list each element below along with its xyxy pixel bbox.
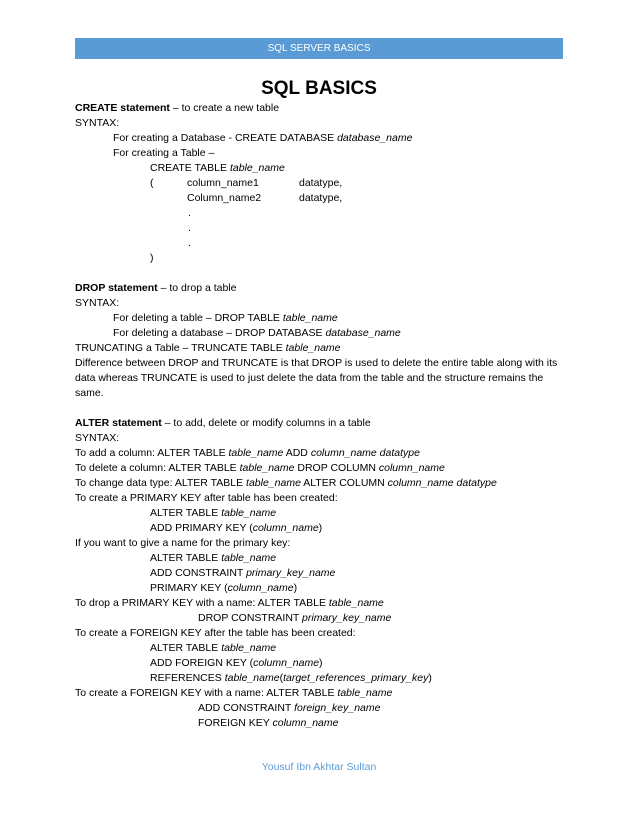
running-header [75, 38, 563, 59]
alter-fk-name-constraint: ADD CONSTRAINT foreign_key_name [198, 702, 381, 714]
create-close-paren: ) [150, 252, 154, 264]
alter-fk-add: ADD FOREIGN KEY (column_name) [150, 657, 323, 669]
drop-truncate-diff-3: same. [75, 387, 104, 399]
alter-heading-line: ALTER statement – to add, delete or modify columns in a table [75, 417, 371, 429]
alter-fk-name-key: FOREIGN KEY column_name [198, 717, 339, 729]
header-title: SQL SERVER BASICS [267, 43, 371, 54]
alter-pk-name-intro: If you want to give a name for the primary key: [75, 537, 291, 549]
create-heading-line: CREATE statement – to create a new table [75, 102, 280, 114]
drop-database-line: For deleting a database – DROP DATABASE database_name [113, 327, 401, 339]
create-table-line: CREATE TABLE table_name [150, 162, 285, 174]
alter-fk-references: REFERENCES table_name(target_references_primary_key) [150, 672, 432, 684]
footer-author: Yousuf Ibn Akhtar Sultan [261, 761, 377, 773]
alter-drop-pk: To drop a PRIMARY KEY with a name: ALTER TABLE table_name [75, 597, 384, 609]
alter-syntax-label: SYNTAX: [75, 432, 120, 444]
drop-heading: DROP statement [75, 282, 158, 294]
alter-fk-intro: To create a FOREIGN KEY after the table has been created: [75, 627, 356, 639]
alter-change-type: To change data type: ALTER TABLE table_name ALTER COLUMN column_name datatype [75, 477, 497, 489]
alter-pk-add: ADD PRIMARY KEY (column_name) [150, 522, 323, 534]
create-database-line: For creating a Database - CREATE DATABASE database_name [113, 132, 413, 144]
create-column-row-2: Column_name2 datatype, [187, 192, 343, 204]
drop-table-line: For deleting a table – DROP TABLE table_name [113, 312, 338, 324]
drop-heading-line: DROP statement – to drop a table [75, 282, 237, 294]
document-body [75, 101, 565, 731]
alter-pk-name-table: ALTER TABLE table_name [150, 552, 277, 564]
create-ellipsis-2: . [188, 222, 191, 234]
create-syntax-label: SYNTAX: [75, 117, 120, 129]
truncate-line: TRUNCATING a Table – TRUNCATE TABLE table_name [75, 342, 341, 354]
create-ellipsis-3: . [188, 237, 191, 249]
drop-truncate-diff-2: data whereas TRUNCATE is used to just delete the data from the table and the structure remains the [75, 372, 544, 384]
document-title: SQL BASICS [261, 78, 377, 99]
alter-drop-pk-constraint: DROP CONSTRAINT primary_key_name [198, 612, 392, 624]
alter-pk-intro: To create a PRIMARY KEY after table has been created: [75, 492, 338, 504]
alter-pk-name-key: PRIMARY KEY (column_name) [150, 582, 298, 594]
alter-pk-name-constraint: ADD CONSTRAINT primary_key_name [150, 567, 336, 579]
drop-truncate-diff-1: Difference between DROP and TRUNCATE is that DROP is used to delete the entire table along with its [75, 357, 558, 369]
create-ellipsis-1: . [188, 207, 191, 219]
create-column-row-1: ( column_name1 datatype, [150, 177, 343, 189]
create-table-intro: For creating a Table – [113, 147, 215, 159]
alter-add-column: To add a column: ALTER TABLE table_name ADD column_name datatype [75, 447, 420, 459]
drop-syntax-label: SYNTAX: [75, 297, 120, 309]
create-heading: CREATE statement [75, 102, 170, 114]
alter-delete-column: To delete a column: ALTER TABLE table_name DROP COLUMN column_name [75, 462, 445, 474]
alter-heading: ALTER statement [75, 417, 162, 429]
alter-fk-name-intro: To create a FOREIGN KEY with a name: ALTER TABLE table_name [75, 687, 393, 699]
alter-fk-table: ALTER TABLE table_name [150, 642, 277, 654]
alter-pk-table: ALTER TABLE table_name [150, 507, 277, 519]
